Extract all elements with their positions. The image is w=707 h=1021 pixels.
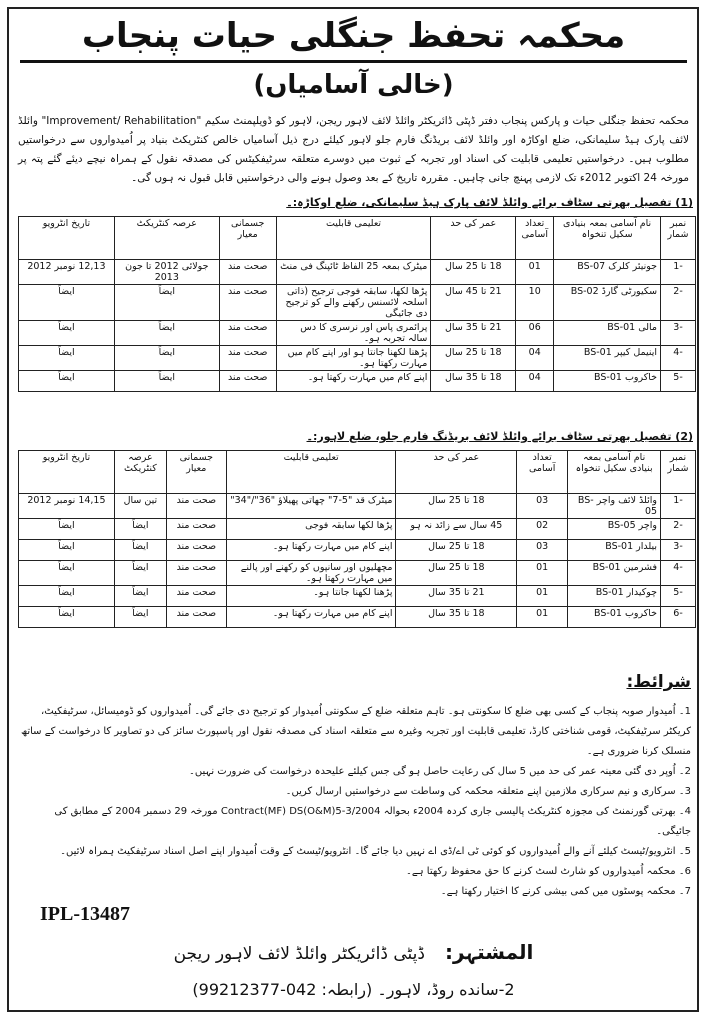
table-cell: -3: [661, 321, 696, 346]
table-cell: واچر BS-05: [568, 519, 661, 540]
column-header: نمبر شمار: [661, 217, 696, 260]
table-cell: اینیمل کیپر BS-01: [554, 346, 661, 371]
table-cell: مالی BS-01: [554, 321, 661, 346]
table-cell: ایضاً: [19, 561, 115, 586]
table-cell: 18 تا 25 سال: [431, 346, 516, 371]
section-1-heading: (1) تفصیل بھرتی سٹاف برائے وائلڈ لائف پارک ہیڈ سلیمانکی، ضلع اوکاڑہ:۔: [286, 196, 693, 209]
table-cell: صحت مند: [166, 519, 226, 540]
table-cell: 21 تا 35 سال: [431, 321, 516, 346]
table-row: [19, 260, 696, 285]
table-cell: ایضاً: [114, 607, 166, 628]
table-cell: صحت مند: [219, 260, 276, 285]
conditions-list: [18, 702, 691, 902]
table-cell: خاکروب BS-01: [568, 607, 661, 628]
advertiser: [0, 940, 707, 964]
table-cell: فشرمین BS-01: [568, 561, 661, 586]
table-cell: ایضاً: [114, 346, 219, 371]
table-cell: بیلدار BS-01: [568, 540, 661, 561]
table-cell: 01: [517, 607, 568, 628]
conditions-heading: شرائط:: [626, 672, 691, 692]
header-row: [19, 217, 696, 260]
table-cell: 01: [517, 586, 568, 607]
table-cell: میٹرک بمعہ 25 الفاظ ٹائپنگ فی منٹ: [276, 260, 431, 285]
table-cell: جونیئر کلرک BS-07: [554, 260, 661, 285]
column-header: تعلیمی قابلیت: [226, 451, 396, 494]
condition-item: 6۔ محکمہ اُمیدواروں کو شارٹ لسٹ کرنے کا حق محفوظ رکھتا ہے۔: [406, 866, 691, 877]
table-cell: -5: [661, 586, 696, 607]
intro-paragraph: محکمہ تحفظ جنگلی حیات و پارکس پنجاب دفتر ڈپٹی ڈائریکٹر وائلڈ لائف لاہور ریجن، لاہور کو ڈویلپمنٹ سکیم "Improvement/ Rehabilitation" وائلڈ لائف پارک ہیڈ سلیمانکی، ضلع اوکاڑہ اور وائلڈ لائف بریڈنگ فارم جلو لاہور کیلئے درج ذیل آسامیاں خالص کنٹریکٹ بنیاد پر اُمیدواروں سے درخواستیں مطلوب ہیں۔ درخواستیں تعلیمی قابلیت کی اسناد اور تجربہ کے ثبوت میں دوسرے متعلقہ سرٹیفکیٹس کی مصدقہ نقول کے ہمراہ نیچے دیئے گئے پتہ پر مورخہ 24 اکتوبر 2012ء تک لازمی پہنچ جانی چاہیں۔ مقررہ تاریخ کے بعد وصول ہونے والی درخواستیں قابل قبول نہ ہوں گی۔: [18, 115, 689, 184]
contact-phone: (رابطہ: 042-99212377): [192, 980, 373, 999]
table-cell: 18 تا 25 سال: [396, 494, 517, 519]
table-cell: پڑھا لکھا سابقہ فوجی: [226, 519, 396, 540]
table-cell: -1: [661, 260, 696, 285]
table-cell: 21 تا 35 سال: [396, 586, 517, 607]
table-cell: 04: [516, 346, 554, 371]
table-cell: 03: [517, 540, 568, 561]
table-cell: ایضاً: [114, 321, 219, 346]
table-cell: -2: [661, 285, 696, 321]
page-title: محکمہ تحفظ جنگلی حیات پنجاب: [20, 14, 687, 63]
table-row: [19, 371, 696, 392]
table-row: [19, 285, 696, 321]
table-row: [19, 519, 696, 540]
table-cell: 14,15 نومبر 2012: [19, 494, 115, 519]
table-cell: مچھلیوں اور سانپوں کو رکھنے اور پالنے میں مہارت رکھتا ہو۔: [226, 561, 396, 586]
table-cell: -6: [661, 607, 696, 628]
column-header: تاریخ انٹرویو: [19, 451, 115, 494]
table-cell: پرائمری پاس اور نرسری کا دس سالہ تجربہ ہو۔: [276, 321, 431, 346]
section-2-heading: (2) تفصیل بھرتی سٹاف برائے وائلڈ لائف بریڈنگ فارم جلو، ضلع لاہور:۔: [306, 430, 693, 443]
condition-item: 1۔ اُمیدوار صوبہ پنجاب کے کسی بھی ضلع کا سکونتی ہو۔ تاہم متعلقہ ضلع کے سکونتی اُمیدوار کو ترجیح دی جائے گی۔ اُمیدواروں کو ڈومیسائل، سرٹیفکیٹ، کریکٹر سرٹیفکیٹ، قومی شناختی کارڈ، تعلیمی قابلیت اور تجربہ وغیرہ سے متعلقہ اسناد کی مصدقہ نقول اور پاسپورٹ سائز کی دو تصاویر کا درخواست کے ساتھ منسلک کرنا ضروری ہے۔: [21, 706, 691, 757]
table-cell: 21 تا 45 سال: [431, 285, 516, 321]
table-cell: 06: [516, 321, 554, 346]
table-row: [19, 561, 696, 586]
table-cell: 10: [516, 285, 554, 321]
table-cell: پڑھنا لکھنا جانتا ہو اور اپنے کام میں مہارت رکھتا ہو۔: [276, 346, 431, 371]
table-cell: صحت مند: [166, 586, 226, 607]
table-cell: سکیورٹی گارڈ BS-02: [554, 285, 661, 321]
table-cell: ایضاً: [19, 346, 115, 371]
table-cell: اپنے کام میں مہارت رکھتا ہو۔: [226, 607, 396, 628]
table-cell: 12,13 نومبر 2012: [19, 260, 115, 285]
table-cell: 18 تا 25 سال: [396, 540, 517, 561]
table-cell: 03: [517, 494, 568, 519]
table-cell: 01: [516, 260, 554, 285]
section-2-table: [18, 450, 696, 628]
table-cell: 01: [517, 561, 568, 586]
table-cell: 02: [517, 519, 568, 540]
column-header: عرصہ کنٹریکٹ: [114, 451, 166, 494]
table-cell: میٹرک قد "5-7" چھاتی پھیلاؤ "36"/"34": [226, 494, 396, 519]
table-cell: جولائی 2012 تا جون 2013: [114, 260, 219, 285]
table-cell: چوکیدار BS-01: [568, 586, 661, 607]
table-cell: ایضاً: [114, 561, 166, 586]
table-cell: -2: [661, 519, 696, 540]
table-cell: -4: [661, 561, 696, 586]
column-header: عمر کی حد: [431, 217, 516, 260]
table-cell: پڑھنا لکھنا جانتا ہو۔: [226, 586, 396, 607]
table-cell: ایضاً: [114, 371, 219, 392]
table-cell: ایضاً: [19, 540, 115, 561]
address-line: [0, 980, 707, 999]
table-cell: ایضاً: [19, 586, 115, 607]
column-header: عمر کی حد: [396, 451, 517, 494]
table-cell: صحت مند: [219, 321, 276, 346]
table-cell: ایضاً: [114, 540, 166, 561]
table-cell: ایضاً: [19, 321, 115, 346]
table-cell: صحت مند: [219, 285, 276, 321]
column-header: نام آسامی بمعہ بنیادی سکیل تنخواہ: [568, 451, 661, 494]
condition-item: 7۔ محکمہ پوسٹوں میں کمی بیشی کرنے کا اختیار رکھتا ہے۔: [440, 886, 691, 897]
table-cell: 18 تا 25 سال: [396, 561, 517, 586]
table-cell: -1: [661, 494, 696, 519]
table-row: [19, 346, 696, 371]
table-cell: صحت مند: [166, 607, 226, 628]
ipl-number: IPL-13487: [40, 903, 130, 925]
table-cell: اپنے کام میں مہارت رکھتا ہو۔: [226, 540, 396, 561]
table-cell: 18 تا 35 سال: [396, 607, 517, 628]
address: 2-سانده روڈ، لاہور۔: [377, 980, 515, 999]
column-header: جسمانی معیار: [219, 217, 276, 260]
table-row: [19, 540, 696, 561]
column-header: عرصہ کنٹریکٹ: [114, 217, 219, 260]
table-cell: 45 سال سے زائد نہ ہو: [396, 519, 517, 540]
column-header: تعداد آسامی: [516, 217, 554, 260]
table-cell: صحت مند: [166, 494, 226, 519]
table-cell: -3: [661, 540, 696, 561]
table-row: [19, 321, 696, 346]
table-cell: ایضاً: [19, 371, 115, 392]
table-cell: 04: [516, 371, 554, 392]
table-cell: 18 تا 35 سال: [431, 371, 516, 392]
table-cell: -5: [661, 371, 696, 392]
advertiser-label: المشتہر:: [444, 940, 534, 964]
table-cell: صحت مند: [219, 371, 276, 392]
table-row: [19, 494, 696, 519]
table-cell: خاکروب BS-01: [554, 371, 661, 392]
section-1-table: [18, 216, 696, 392]
table-row: [19, 607, 696, 628]
header-row: [19, 451, 696, 494]
condition-item: 4۔ بھرتی گورنمنٹ کی مجوزہ کنٹریکٹ پالیسی جاری کردہ 2004ء بحوالہ Contract(MF) DS(O&M)5-3/2004 مورخہ 29 دسمبر 2004 کے مطابق کی جائیگی۔: [54, 806, 691, 837]
advertiser-name: ڈپٹی ڈائریکٹر وائلڈ لائف لاہور ریجن: [173, 944, 425, 964]
table-cell: صحت مند: [219, 346, 276, 371]
table-cell: ایضاً: [19, 607, 115, 628]
table-cell: 18 تا 25 سال: [431, 260, 516, 285]
table-cell: ایضاً: [19, 285, 115, 321]
table-cell: -4: [661, 346, 696, 371]
table-cell: پڑھا لکھا، سابقہ فوجی ترجیح (ذاتی اسلحہ لائسنس رکھنے والے کو ترجیح دی جائیگی: [276, 285, 431, 321]
page-subtitle: (خالی آسامیاں): [253, 70, 454, 100]
condition-item: 2۔ اُوپر دی گئی معینہ عمر کی حد میں 5 سال کی رعایت حاصل ہو گی جس کیلئے علیحدہ درخواست کی ضرورت نہیں۔: [188, 766, 691, 777]
column-header: تعداد آسامی: [517, 451, 568, 494]
condition-item: 5۔ انٹرویو/ٹیسٹ کیلئے آنے والے اُمیدواروں کو کوئی ٹی اے/ڈی اے نہیں دیا جائے گا۔ انٹرویو/ٹیسٹ کے وقت اُمیدوار اپنے اصل اسناد سرٹیفکیٹ ہمراہ لائیں۔: [60, 846, 691, 857]
table-cell: ایضاً: [114, 285, 219, 321]
table-cell: ایضاً: [114, 586, 166, 607]
table-cell: ایضاً: [114, 519, 166, 540]
table-cell: صحت مند: [166, 540, 226, 561]
table-cell: ایضاً: [19, 519, 115, 540]
table-cell: صحت مند: [166, 561, 226, 586]
column-header: نام آسامی بمعہ بنیادی سکیل تنخواہ: [554, 217, 661, 260]
table-row: [19, 586, 696, 607]
table-cell: تین سال: [114, 494, 166, 519]
table-cell: اپنے کام میں مہارت رکھتا ہو۔: [276, 371, 431, 392]
table-cell: وائلڈ لائف واچر BS-05: [568, 494, 661, 519]
condition-item: 3۔ سرکاری و نیم سرکاری ملازمین اپنے متعلقہ محکمہ کی وساطت سے درخواستیں ارسال کریں۔: [285, 786, 691, 797]
column-header: جسمانی معیار: [166, 451, 226, 494]
column-header: نمبر شمار: [661, 451, 696, 494]
column-header: تعلیمی قابلیت: [276, 217, 431, 260]
column-header: تاریخ انٹرویو: [19, 217, 115, 260]
